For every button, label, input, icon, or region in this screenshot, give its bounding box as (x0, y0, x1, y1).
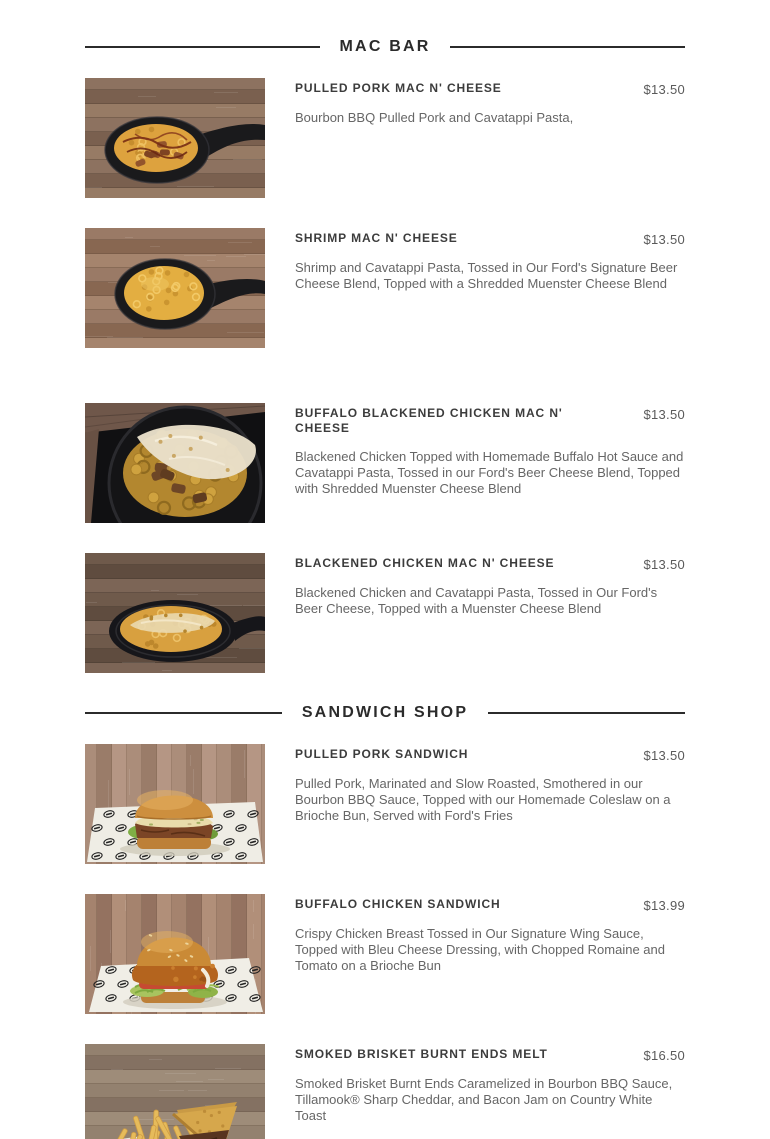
item-content (295, 744, 685, 864)
item-head (295, 897, 685, 913)
item-price: $13.50 (643, 748, 685, 763)
item-description: Blackened Chicken and Cavatappi Pasta, Tossed in Our Ford's Beer Cheese, Topped with a Muenster Cheese Blend (295, 585, 658, 616)
item-head (295, 231, 685, 247)
item-description: Bourbon BBQ Pulled Pork and Cavatappi Pasta, (295, 110, 574, 125)
item-description: Pulled Pork, Marinated and Slow Roasted, Smothered in our Bourbon BBQ Sauce, Topped with our Homemade Coleslaw on a Brioche Bun, Served with Ford's Fries (295, 776, 671, 823)
section-header (85, 37, 685, 56)
item-head (295, 81, 685, 97)
section-header (85, 703, 685, 722)
menu-sections (85, 0, 685, 1139)
item-content (295, 553, 685, 673)
item-price: $13.50 (643, 232, 685, 247)
item-description: Blackened Chicken Topped with Homemade Buffalo Hot Sauce and Cavatappi Pasta, Tossed in our Ford's Beer Cheese Blend, Topped with Shredded Muenster Cheese Blend (295, 449, 684, 496)
item-price: $13.50 (643, 82, 685, 97)
header-rule-right (488, 712, 685, 714)
item-description: Smoked Brisket Burnt Ends Caramelized in Bourbon BBQ Sauce, Tillamook® Sharp Cheddar, and Bacon Jam on Country White Toast (295, 1076, 673, 1123)
section-title: MAC BAR (339, 38, 431, 55)
item-head (295, 1047, 685, 1063)
item-title: BLACKENED CHICKEN MAC N' CHEESE (295, 556, 555, 570)
item-content (295, 894, 685, 1014)
item-title: SMOKED BRISKET BURNT ENDS MELT (295, 1047, 548, 1061)
header-rule-left (85, 46, 320, 48)
item-photo-brisket-melt-fries (85, 1044, 265, 1139)
item-photo-mac-skillet (85, 553, 265, 673)
item-photo-mac-bowl-closeup (85, 403, 265, 523)
item-price: $13.50 (643, 557, 685, 572)
item-price: $13.50 (643, 407, 685, 422)
section-items (85, 744, 685, 1139)
item-head (295, 747, 685, 763)
item-description: Crispy Chicken Breast Tossed in Our Signature Wing Sauce, Topped with Bleu Cheese Dressing, with Chopped Romaine and Tomato on a Brioche Bun (295, 926, 665, 973)
header-rule-left (85, 712, 282, 714)
item-price: $16.50 (643, 1048, 685, 1063)
item-content (295, 78, 685, 198)
item-photo-mac-spoon-bbq (85, 78, 265, 198)
menu-item-row (85, 744, 685, 864)
menu-item-row (85, 553, 685, 673)
menu-item-row (85, 1044, 685, 1139)
item-content (295, 403, 685, 523)
section-title: SANDWICH SHOP (301, 704, 469, 721)
item-head (295, 406, 685, 436)
item-title: PULLED PORK SANDWICH (295, 747, 469, 761)
menu-item-row (85, 403, 685, 523)
item-photo-pulled-pork-sandwich (85, 744, 265, 864)
item-price: $13.99 (643, 898, 685, 913)
item-title: SHRIMP MAC N' CHEESE (295, 231, 458, 245)
menu-item-row (85, 228, 685, 348)
item-photo-buffalo-chicken-sandwich (85, 894, 265, 1014)
item-title: BUFFALO BLACKENED CHICKEN MAC N' CHEESE (295, 406, 563, 435)
menu-item-row (85, 78, 685, 198)
item-head (295, 556, 685, 572)
item-title: BUFFALO CHICKEN SANDWICH (295, 897, 501, 911)
menu-item-row (85, 894, 685, 1014)
menu-section-mac-bar (85, 37, 685, 673)
item-description: Shrimp and Cavatappi Pasta, Tossed in Our Ford's Signature Beer Cheese Blend, Topped with a Shredded Muenster Cheese Blend (295, 260, 678, 291)
item-content (295, 228, 685, 348)
menu-section-sandwich-shop (85, 703, 685, 1139)
item-photo-mac-spoon (85, 228, 265, 348)
item-title: PULLED PORK MAC N' CHEESE (295, 81, 502, 95)
item-content (295, 1044, 685, 1139)
header-rule-right (450, 46, 685, 48)
section-items (85, 78, 685, 673)
